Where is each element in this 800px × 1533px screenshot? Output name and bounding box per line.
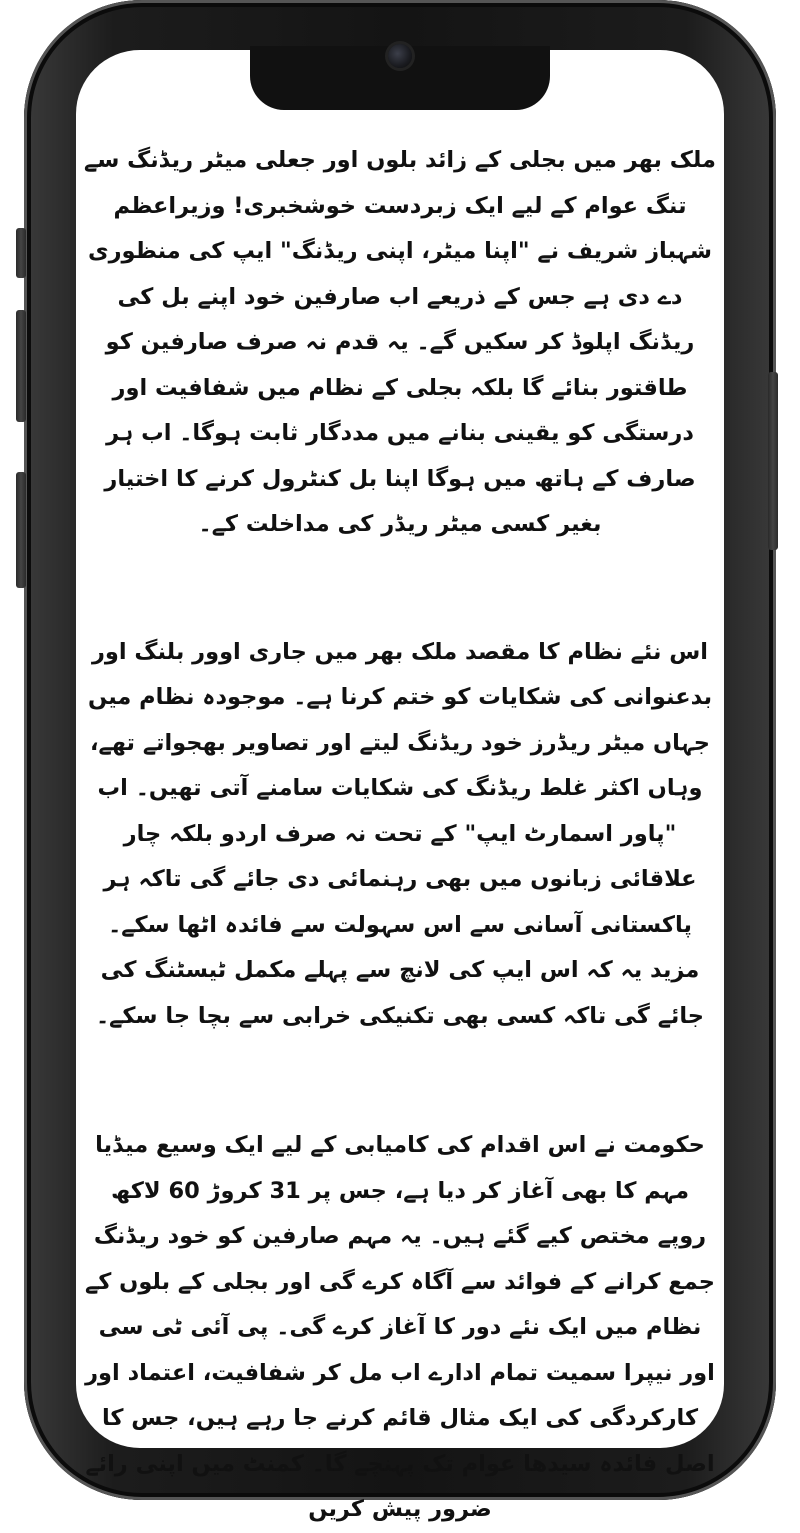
article-body bbox=[76, 138, 724, 1533]
article-paragraph-2: اس نئے نظام کا مقصد ملک بھر میں جاری اوور بلنگ اور بدعنوانی کی شکایات کو ختم کرنا ہے۔ موجودہ نظام میں جہاں میٹر ریڈرز خود ریڈنگ لیتے اور تصاویر بھجواتے تھے، وہاں اکثر غلط ریڈنگ کی شکایات سامنے آتی تھیں۔ اب "پاور اسمارٹ ایپ" کے تحت نہ صرف اردو بلکہ چار علاقائی زبانوں میں بھی رہنمائی دی جائے گی تاکہ ہر پاکستانی آسانی سے اس سہولت سے فائدہ اٹھا سکے۔ مزید یہ کہ اس ایپ کی لانچ سے پہلے مکمل ٹیسٹنگ کی جائے گی تاکہ کسی بھی تکنیکی خرابی سے بچا جا سکے۔ bbox=[87, 638, 713, 1029]
power-button bbox=[768, 372, 778, 550]
mute-switch bbox=[16, 228, 26, 278]
phone-screen bbox=[76, 50, 724, 1522]
article-paragraph-1: ملک بھر میں بجلی کے زائد بلوں اور جعلی میٹر ریڈنگ سے تنگ عوام کے لیے ایک زبردست خوشخبری! وزیراعظم شہباز شریف نے "اپنا میٹر، اپنی ریڈنگ" ایپ کی منظوری دے دی ہے جس کے ذریعے اب صارفین خود اپنے بل کی ریڈنگ اپلوڈ کر سکیں گے۔ یہ قدم نہ صرف صارفین کو طاقتور بنائے گا بلکہ بجلی کے نظام میں شفافیت اور درستگی کو یقینی بنانے میں مددگار ثابت ہوگا۔ اب ہر صارف کے ہاتھ میں ہوگا اپنا بل کنٹرول کرنے کا اختیار بغیر کسی میٹر ریڈر کی مداخلت کے۔ bbox=[84, 147, 716, 537]
front-camera-icon bbox=[388, 44, 412, 68]
volume-down-button bbox=[16, 472, 26, 588]
article-paragraph-3: حکومت نے اس اقدام کی کامیابی کے لیے ایک وسیع میڈیا مہم کا بھی آغاز کر دیا ہے، جس پر 31 کروڑ 60 لاکھ روپے مختص کیے گئے ہیں۔ یہ مہم صارفین کو خود ریڈنگ جمع کرانے کے فوائد سے آگاہ کرے گی اور بجلی کے بلوں کے نظام میں ایک نئے دور کا آغاز کرے گی۔ پی آئی ٹی سی اور نیپرا سمیت تمام ادارے اب مل کر شفافیت، اعتماد اور کارکردگی کی ایک مثال قائم کرنے جا رہے ہیں، جس کا اصل فائدہ سیدھا عوام تک پہنچے گا۔ کمنٹ میں اپنی رائے ضرور پیش کریں bbox=[85, 1132, 715, 1522]
volume-up-button bbox=[16, 310, 26, 422]
